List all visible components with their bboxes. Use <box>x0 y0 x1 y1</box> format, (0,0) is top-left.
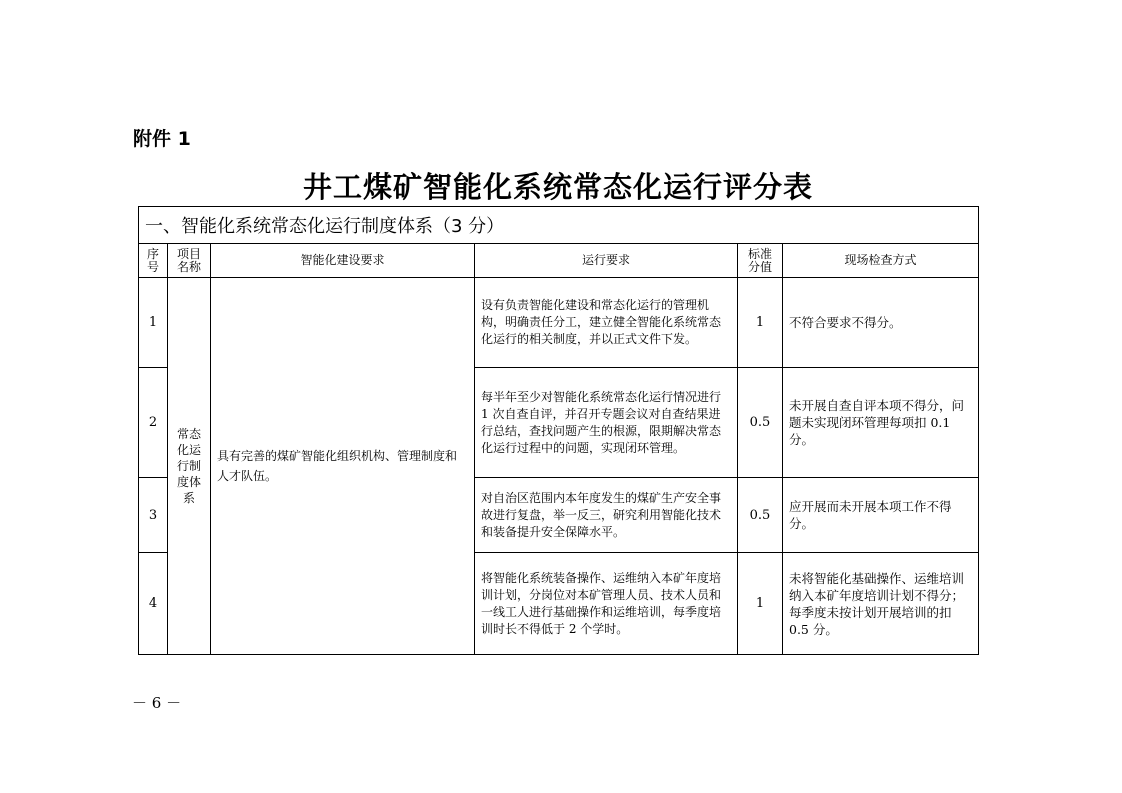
table-header-row <box>139 244 979 278</box>
inspection-method: 未开展自查自评本项不得分，问题未实现闭环管理每项扣 0.1 分。 <box>783 368 979 478</box>
operation-requirement: 对自治区范围内本年度发生的煤矿生产安全事故进行复盘，举一反三，研究利用智能化技术和装备提升安全保障水平。 <box>475 478 738 553</box>
header-score: 标准分值 <box>738 244 783 278</box>
header-inspection: 现场检查方式 <box>783 244 979 278</box>
attachment-label: 附件 1 <box>133 128 191 150</box>
header-item-name: 项目名称 <box>168 244 211 278</box>
table-row <box>139 278 979 368</box>
operation-requirement: 每半年至少对智能化系统常态化运行情况进行 1 次自查自评，并召开专题会议对自查结果进行总结，查找问题产生的根源，限期解决常态化运行过程中的问题，实现闭环管理。 <box>475 368 738 478</box>
row-number: 1 <box>139 278 168 368</box>
section-heading: 一、智能化系统常态化运行制度体系（3 分） <box>139 207 979 244</box>
header-construction: 智能化建设要求 <box>211 244 475 278</box>
inspection-method: 应开展而未开展本项工作不得分。 <box>783 478 979 553</box>
inspection-method: 未将智能化基础操作、运维培训纳入本矿年度培训计划不得分；每季度未按计划开展培训的扣 0.5 分。 <box>783 553 979 655</box>
document-title: 井工煤矿智能化系统常态化运行评分表 <box>302 170 813 204</box>
operation-requirement: 将智能化系统装备操作、运维纳入本矿年度培训计划，分岗位对本矿管理人员、技术人员和一线工人进行基础操作和运维培训，每季度培训时长不得低于 2 个学时。 <box>475 553 738 655</box>
inspection-method: 不符合要求不得分。 <box>783 278 979 368</box>
row-number: 2 <box>139 368 168 478</box>
category-text: 常态化运行制度体系 <box>176 427 201 505</box>
standard-score: 1 <box>738 278 783 368</box>
header-seq: 序号 <box>139 244 168 278</box>
standard-score: 1 <box>738 553 783 655</box>
standard-score: 0.5 <box>738 368 783 478</box>
operation-requirement: 设有负责智能化建设和常态化运行的管理机构，明确责任分工，建立健全智能化系统常态化运行的相关制度，并以正式文件下发。 <box>475 278 738 368</box>
row-number: 4 <box>139 553 168 655</box>
standard-score: 0.5 <box>738 478 783 553</box>
header-operation: 运行要求 <box>475 244 738 278</box>
row-number: 3 <box>139 478 168 553</box>
page-number: － 6 － <box>132 694 182 712</box>
construction-requirement: 具有完善的煤矿智能化组织机构、管理制度和人才队伍。 <box>211 278 475 655</box>
category-cell <box>168 278 211 655</box>
scoring-table <box>138 206 979 655</box>
